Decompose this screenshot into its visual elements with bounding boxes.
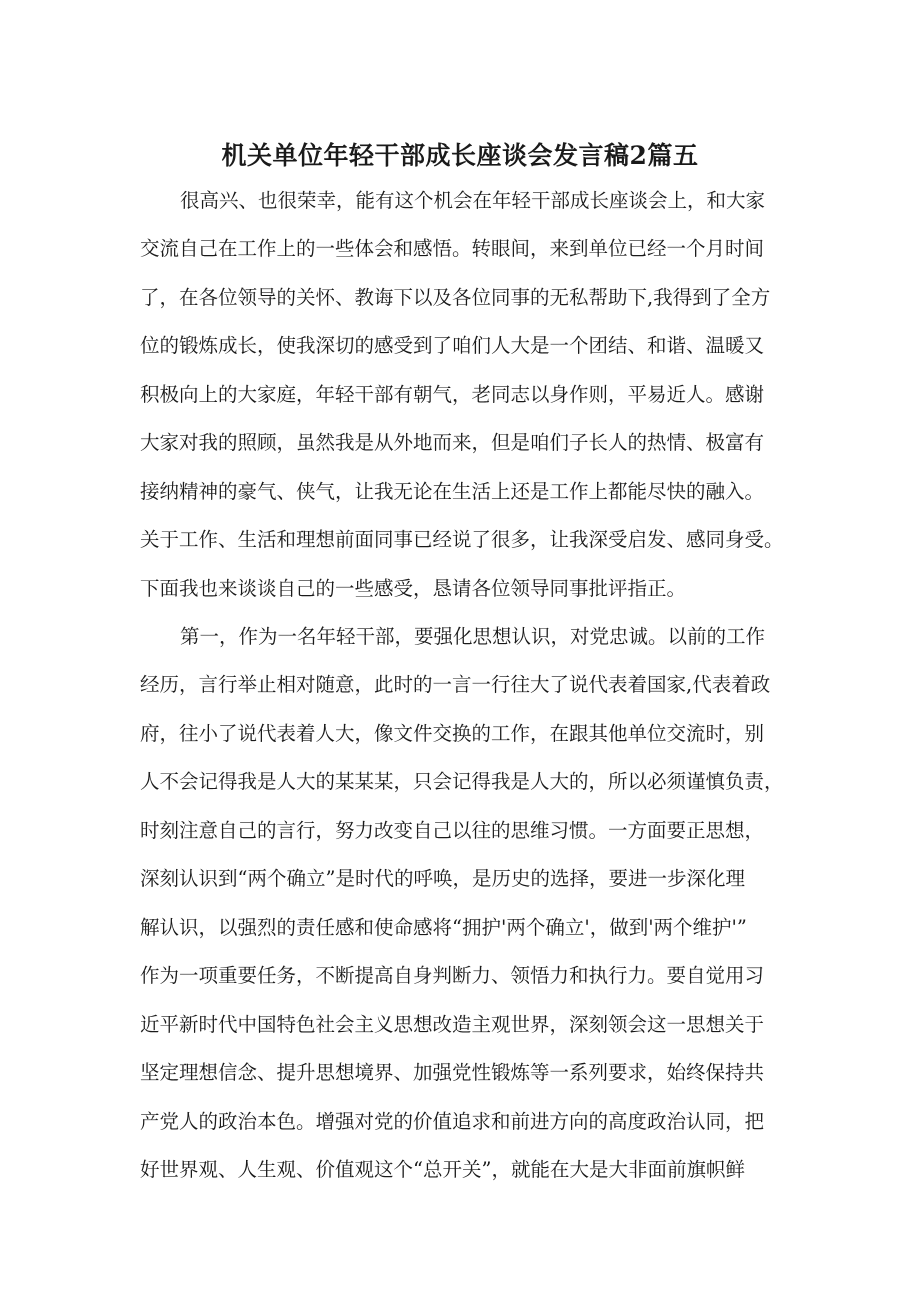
paragraph-1-line-8: 关于工作、生活和理想前面同事已经说了很多，让我深受启发、感同身受。: [140, 528, 784, 551]
paragraph-1-line-1: 很高兴、也很荣幸，能有这个机会在年轻干部成长座谈会上，和大家: [180, 189, 766, 212]
paragraph-1-line-7: 接纳精神的豪气、侠气，让我无论在生活上还是工作上都能尽快的融入。: [140, 480, 765, 503]
paragraph-1-line-3: 了，在各位领导的关怀、教诲下以及各位同事的无私帮助下,我得到了全方: [140, 286, 771, 309]
paragraph-2-line-12: 好世界观、人生观、价值观这个“总开关”，就能在大是大非面前旗帜鲜: [140, 1158, 745, 1181]
paragraph-1-line-5: 积极向上的大家庭，年轻干部有朝气，老同志以身作则，平易近人。感谢: [140, 383, 765, 406]
paragraph-2-line-10: 坚定理想信念、提升思想境界、加强党性锻炼等一系列要求，始终保持共: [140, 1061, 765, 1084]
paragraph-1-line-4: 位的锻炼成长，使我深切的感受到了咱们人大是一个团结、和谐、温暖又: [140, 334, 765, 357]
paragraph-1-line-6: 大家对我的照顾，虽然我是从外地而来，但是咱们子长人的热情、极富有: [140, 431, 765, 454]
paragraph-2-line-2: 经历，言行举止相对随意，此时的一言一行往大了说代表着国家,代表着政: [140, 673, 771, 696]
paragraph-2-line-3: 府，往小了说代表着人大，像文件交换的工作，在跟其他单位交流时，别: [140, 722, 765, 745]
paragraph-1-line-9: 下面我也来谈谈自己的一些感受，恳请各位领导同事批评指正。: [140, 577, 687, 600]
paragraph-1-line-2: 交流自己在工作上的一些体会和感悟。转眼间，来到单位已经一个月时间: [140, 237, 765, 260]
paragraph-2-line-4: 人不会记得我是人大的某某某，只会记得我是人大的，所以必须谨慎负责，: [140, 770, 784, 793]
paragraph-2-line-5: 时刻注意自己的言行，努力改变自己以往的思维习惯。一方面要正思想，: [140, 819, 765, 842]
paragraph-2-line-7: 解认识，以强烈的责任感和使命感将“拥护'两个确立'，做到'两个维护'”: [140, 916, 747, 939]
paragraph-2-line-8: 作为一项重要任务，不断提高自身判断力、领悟力和执行力。要自觉用习: [140, 964, 765, 987]
paragraph-2-line-6: 深刻认识到“两个确立”是时代的呼唤，是历史的选择，要进一步深化理: [140, 867, 745, 890]
paragraph-2-line-11: 产党人的政治本色。增强对党的价值追求和前进方向的高度政治认同，把: [140, 1110, 765, 1133]
document-title: 机关单位年轻干部成长座谈会发言稿2篇五: [221, 141, 699, 170]
paragraph-2-line-1: 第一，作为一名年轻干部，要强化思想认识，对党忠诚。以前的工作: [180, 625, 766, 648]
paragraph-2-line-9: 近平新时代中国特色社会主义思想改造主观世界，深刻领会这一思想关于: [140, 1013, 765, 1036]
